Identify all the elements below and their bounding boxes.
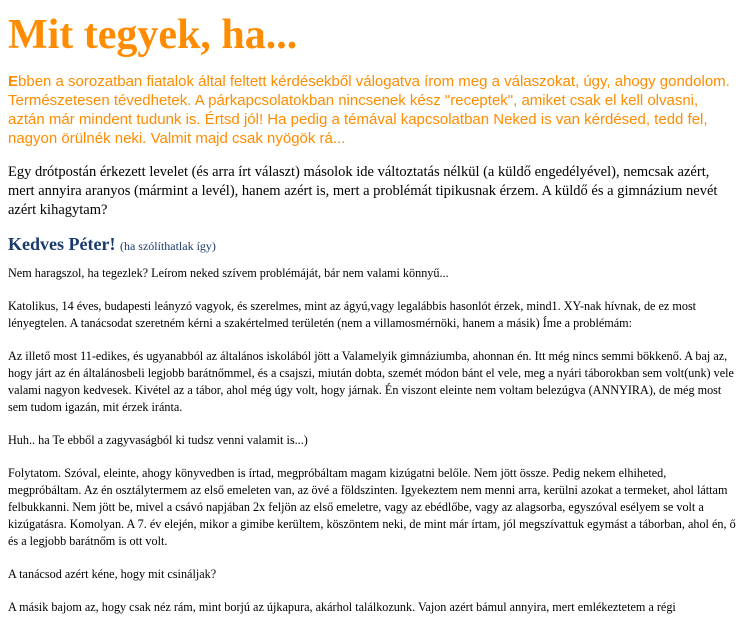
intro-text: bben a sorozatban fiatalok által feltett kérdésekből válogatva írom meg a válaszokat, úgy, ahogy gondolom. Természetesen tévedhetek. A párkapcsolatokban nincsenek kész "receptek", amiket csak el kell olvasni, aztán már mindent tudunk is. Értsd jól! Ha pedig a témával kapcsolatban Neked is van kérdésed, tedd fel, nagyon örülnék neki. Valmit majd csak nyögök rá... (8, 73, 730, 147)
greeting-main: Kedves Péter! (8, 234, 116, 254)
intro-first-letter: E (8, 73, 19, 90)
letter-body (8, 265, 738, 616)
letter-paragraph: Nem haragszol, ha tegezlek? Leírom neked szívem problémáját, bár nem valami könnyű... (8, 266, 449, 280)
letter-paragraph: Katolikus, 14 éves, budapesti leányzó vagyok, és szerelmes, mint az ágyú,vagy legalábbis hasonlót érzek, mind1. XY-nak hívnak, de ez most lényegtelen. A tanácsodat szeretném kérni a szakértelmed területén (nem a villamosmérnöki, hanem a másik) Íme a problémám: (8, 299, 697, 330)
letter-paragraph: Folytatom. Szóval, eleinte, ahogy könyvedben is írtad, megpróbáltam magam kizúgatni belőle. Nem jött össze. Pedig nekem elhiheted, megpróbáltam. Az én osztálytermem az első emeleten van, az övé a földszinten. Igyekeztem nem menni arra, kerülni azokat a termeket, ahol láttam felbukkanni. Nem jött be, mivel a csávó napjában 2x feljön az első emeletre, vagy az ebédlőbe, vagy az alagsorba, egyszóval esélyem se volt a kizúgatásra. Komolyan. A 7. év elején, mikor a gimibe kerültem, köszöntem neki, de mint már írtam, jól megszívattuk egymást a táborban, ahol én, ő és a legjobb barátnőm is ott volt. (8, 466, 736, 548)
page-title: Mit tegyek, ha... (8, 12, 298, 58)
greeting-sub: (ha szólíthatlak így) (119, 239, 216, 253)
letter-paragraph: A tanácsod azért kéne, hogy mit csináljak? (8, 567, 217, 581)
intro-paragraph (8, 72, 738, 148)
letter-paragraph: A másik bajom az, hogy csak néz rám, mint borjú az újkapura, akárhol találkozunk. Vajon azért bámul annyira, mert emlékeztetem a régi (8, 600, 676, 614)
letter-paragraph: Huh.. ha Te ebből a zagyvaságból ki tudsz venni valamit is...) (8, 433, 308, 447)
letter-paragraph: Az illető most 11-edikes, és ugyanabból az általános iskolából jött a Valamelyik gimnáziumba, ahonnan én. Itt még nincs semmi bökkenő. A baj az, hogy járt az én általánosbeli legjobb barátnőmmel, és a csajszi, miután dobta, szemét módon bánt el vele, meg a nyári táborokban sem volt(unk) vele valami nagyon kedvesek. Kivétel az a tábor, ahol még úgy volt, hogy járnak. Én viszont eleinte nem voltam belezúgva (ANNYIRA), de még most sem tudom igazán, mit érzek iránta. (8, 349, 734, 414)
lead-paragraph: Egy drótpostán érkezett levelet (és arra írt választ) másolok ide változtatás nélkül (a küldő engedélyével), nemcsak azért, mert annyira aranyos (mármint a levél), hanem azért is, mert a problémát tipikusnak érzem. A küldő és a gimnázium nevét azért kihagytam? (8, 164, 718, 218)
letter-greeting (8, 234, 738, 255)
